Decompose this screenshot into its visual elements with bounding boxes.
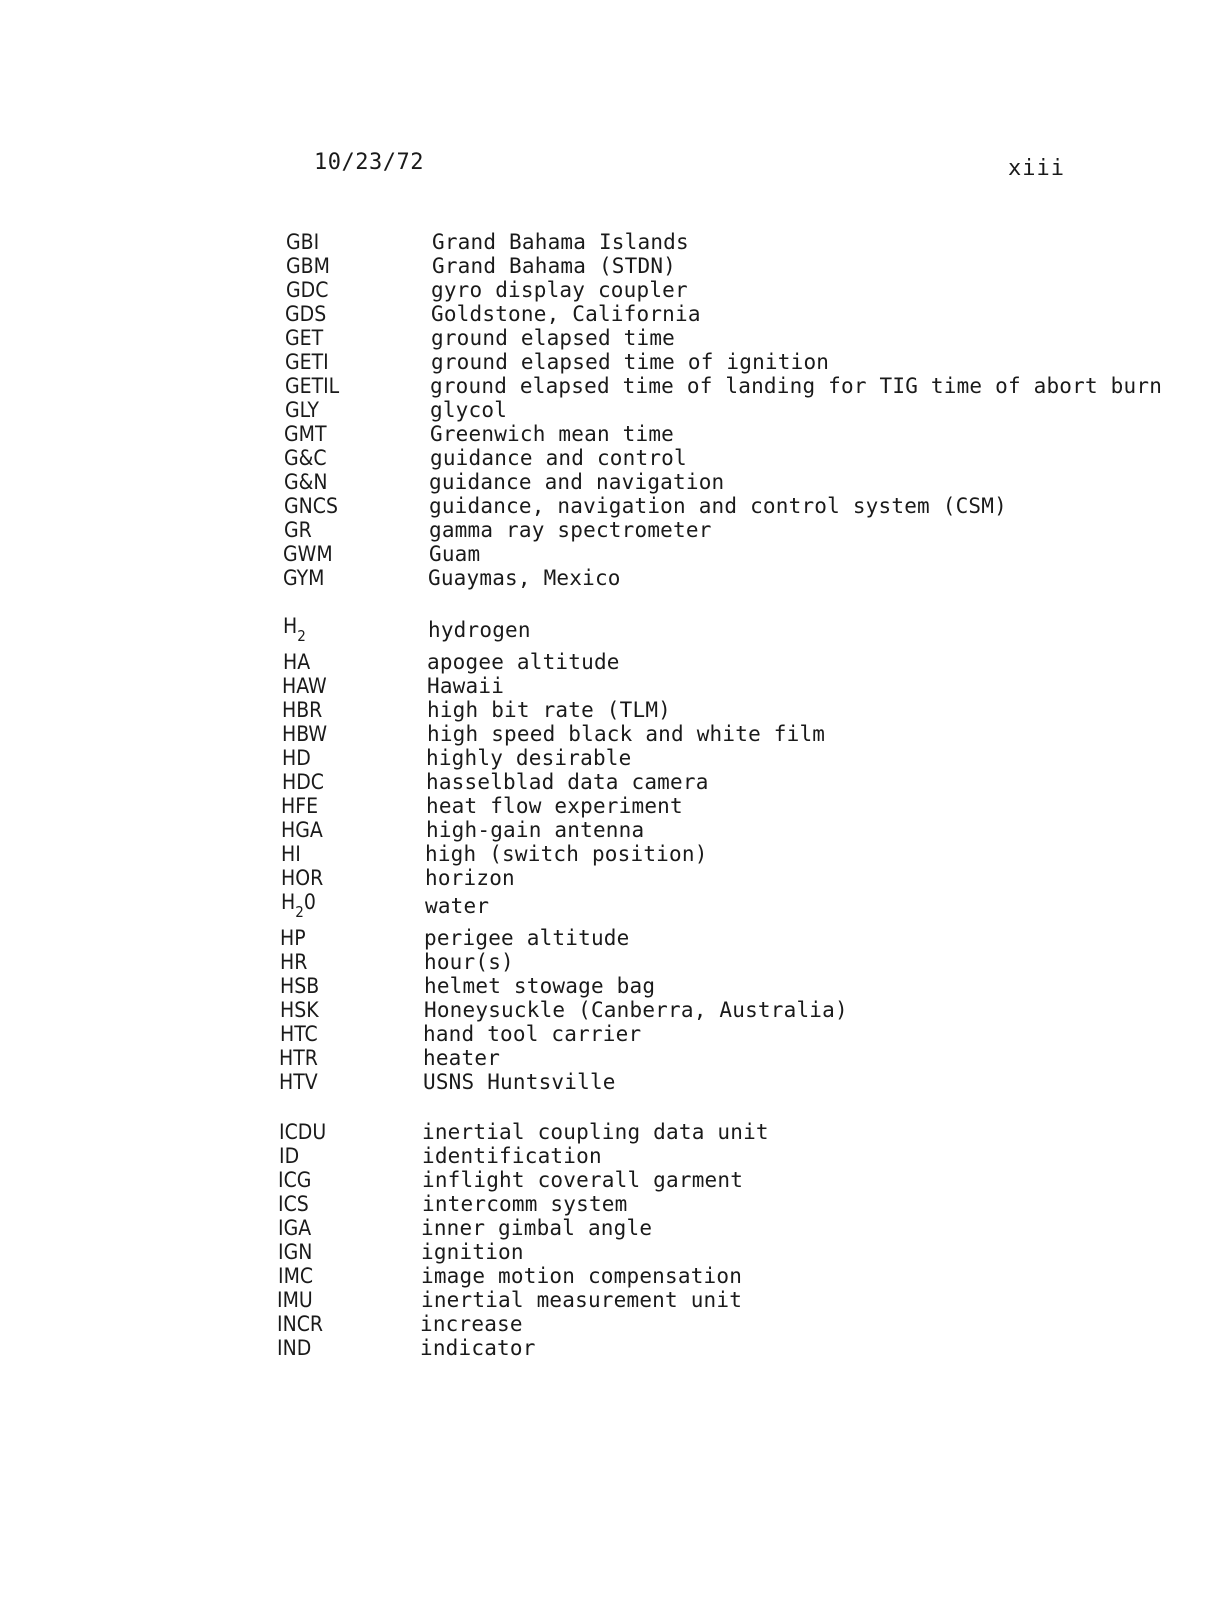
abbreviation: HGA (281, 818, 323, 842)
abbreviation: HP (280, 926, 306, 950)
definition: heater (423, 1046, 501, 1070)
definition: hand tool carrier (423, 1022, 642, 1046)
definition: Honeysuckle (Canberra, Australia) (424, 998, 848, 1022)
definition: Guaymas, Mexico (428, 566, 621, 590)
definition: guidance and navigation (429, 470, 725, 494)
definition: hour(s) (424, 950, 514, 974)
abbreviation: IND (277, 1336, 312, 1360)
definition: high bit rate (TLM) (427, 698, 672, 722)
abbreviation: HBW (282, 722, 328, 746)
abbreviation: GDS (285, 302, 327, 326)
definition: hydrogen (428, 618, 531, 642)
definition: image motion compensation (421, 1264, 743, 1288)
abbreviation: HBR (282, 698, 323, 722)
definition: identification (422, 1144, 602, 1168)
abbreviation: G&C (284, 446, 327, 470)
definition: ignition (421, 1240, 524, 1264)
abbreviation: IGA (278, 1216, 312, 1240)
abbreviation: GBI (286, 230, 320, 254)
abbreviation: IMU (277, 1288, 313, 1312)
definition: Grand Bahama Islands (432, 230, 689, 254)
definition: inflight coverall garment (422, 1168, 744, 1192)
definition: ground elapsed time of ignition (431, 350, 830, 374)
abbreviation: GLY (285, 398, 319, 422)
abbreviation: ICDU (279, 1120, 327, 1144)
abbreviation: HSB (280, 974, 320, 998)
abbreviation: HSK (280, 998, 319, 1022)
definition: USNS Huntsville (423, 1070, 616, 1094)
definition: apogee altitude (427, 650, 620, 674)
definition: water (425, 894, 490, 918)
abbreviation-subscript: 2 (297, 627, 306, 645)
abbreviation: GETIL (285, 374, 340, 398)
abbreviation (283, 614, 306, 645)
abbreviation: HD (282, 746, 311, 770)
definition: Goldstone, California (431, 302, 701, 326)
definition: high-gain antenna (426, 818, 645, 842)
definition: ground elapsed time (431, 326, 676, 350)
abbreviation: HTR (279, 1046, 318, 1070)
page-number: xiii (1008, 156, 1065, 181)
abbreviation: GET (285, 326, 324, 350)
definition: highly desirable (426, 746, 632, 770)
definition: ground elapsed time of landing for TIG time of abort burn (430, 374, 1163, 398)
definition: Guam (429, 542, 481, 566)
definition: indicator (420, 1336, 536, 1360)
abbreviation: IGN (278, 1240, 313, 1264)
abbreviation: GMT (284, 422, 327, 446)
abbreviation (281, 890, 316, 921)
definition: inner gimbal angle (421, 1216, 653, 1240)
definition: high (switch position) (425, 842, 708, 866)
definition: Greenwich mean time (430, 422, 675, 446)
definition: guidance, navigation and control system (CSM) (429, 494, 1007, 518)
definition: intercomm system (422, 1192, 628, 1216)
abbreviation: GWM (283, 542, 333, 566)
abbreviation: HDC (282, 770, 324, 794)
definition: high speed black and white film (427, 722, 826, 746)
definition: hasselblad data camera (426, 770, 709, 794)
abbreviation: HTC (280, 1022, 318, 1046)
definition: helmet stowage bag (424, 974, 656, 998)
abbreviation-subscript: 2 (295, 903, 304, 921)
definition: Grand Bahama (STDN) (432, 254, 677, 278)
abbreviation: GBM (286, 254, 330, 278)
definition: Hawaii (427, 674, 505, 698)
abbreviation: ID (279, 1144, 300, 1168)
abbreviation: GNCS (284, 494, 338, 518)
abbreviation: ICS (278, 1192, 309, 1216)
abbreviation: HTV (279, 1070, 318, 1094)
definition: inertial coupling data unit (422, 1120, 769, 1144)
abbreviation-main: H (281, 890, 296, 914)
abbreviation: HI (281, 842, 301, 866)
abbreviation: HOR (281, 866, 324, 890)
abbreviation: HA (283, 650, 311, 674)
abbreviation: GR (284, 518, 312, 542)
definition: gamma ray spectrometer (429, 518, 712, 542)
abbreviation-tail: 0 (303, 890, 316, 914)
definition: guidance and control (430, 446, 687, 470)
definition: heat flow experiment (426, 794, 683, 818)
page-date: 10/23/72 (314, 150, 424, 175)
abbreviation-main: H (283, 614, 298, 638)
definition: perigee altitude (424, 926, 630, 950)
abbreviation: HAW (282, 674, 327, 698)
abbreviation: INCR (277, 1312, 324, 1336)
definition: glycol (430, 398, 508, 422)
abbreviation: IMC (278, 1264, 314, 1288)
abbreviation: HR (280, 950, 308, 974)
abbreviation: GYM (283, 566, 325, 590)
abbreviation: ICG (278, 1168, 312, 1192)
abbreviation: GDC (286, 278, 329, 302)
abbreviation: GETI (285, 350, 329, 374)
abbreviation: G&N (284, 470, 328, 494)
definition: inertial measurement unit (421, 1288, 743, 1312)
definition: horizon (425, 866, 515, 890)
definition: increase (420, 1312, 523, 1336)
abbreviation: HFE (281, 794, 319, 818)
definition: gyro display coupler (431, 278, 688, 302)
